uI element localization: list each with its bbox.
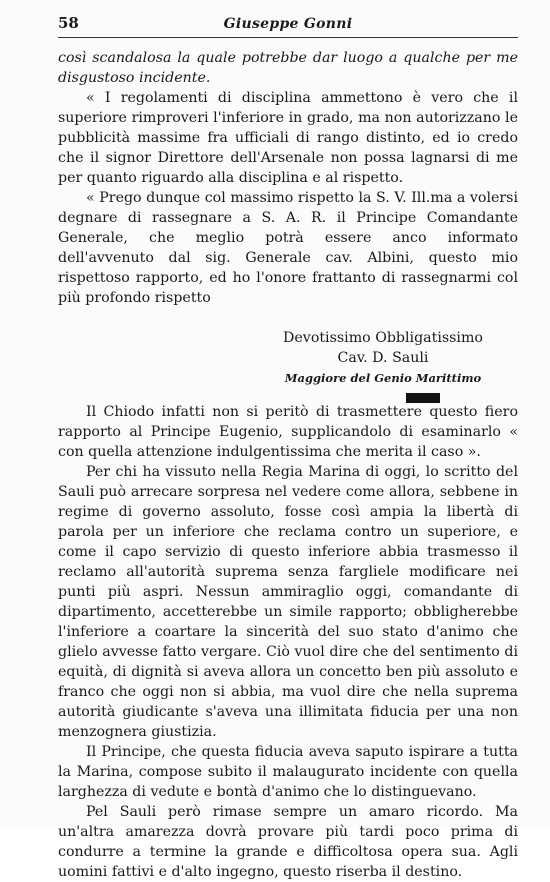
paragraph: Per chi ha vissuto nella Regia Marina di oggi, lo scritto del Sauli può arrecare sorpresa nel vedere come allora, sebbene in regime di governo assoluto, fosse così ampia la libertà di parola per un inferiore che reclama contro un superiore, e come il capo servizio di questo inferiore abbia trasmesso il reclamo all'autorità suprema senza fargliele modificare nei punti più aspri. Nessun ammiraglio oggi, comandante di dipartimento, accetterebbe un simile rapporto; obbligherebbe l'inferiore a coartare la sincerità del suo stato d'animo che glielo avvesse fatto vergare. Ciò vuol dire che del sentimento di equità, di dignità si aveva allora un concetto ben più assoluto e franco che oggi non si abbia, ma vuol dire che nella suprema autorità giudicante s'aveva una illimitata fiducia per una non menzognera giustizia. <box>58 464 518 740</box>
signature-name: Cav. D. Sauli <box>337 350 429 366</box>
paragraph-continuation: così scandalosa la quale potrebbe dar luogo a qualche per me disgustoso incidente. <box>58 50 518 86</box>
paragraph: « I regolamenti di disciplina ammettono è vero che il superiore rimproveri l'inferiore in grado, ma non autorizzano le pubblicità massime fra ufficiali di rango distinto, ed io credo che il signor Direttore dell'Arsenale non possa lagnarsi di me per quanto riguardo alla disciplina e al rispetto. <box>58 90 518 186</box>
signature-closing: Devotissimo Obbligatissimo <box>283 330 483 346</box>
section-gap <box>58 388 518 402</box>
paragraph: Il Chiodo infatti non si peritò di trasmettere questo fiero rapporto al Principe Eugenio, supplicandolo di esaminarlo « con quella attenzione indulgentissima che merita il caso ». <box>58 404 518 460</box>
page-number: 58 <box>58 14 79 32</box>
running-title: Giuseppe Gonni <box>223 16 353 32</box>
paragraph: « Prego dunque col massimo rispetto la S. V. Ill.ma a volersi degnare di rassegnare a S. A. R. il Principe Comandante Generale, che meglio potrà essere anco informato dell'avvenuto dal sig. Generale cav. Albini, questo mio rispettoso rapporto, ed ho l'onore frattanto di rassegnarmi col più profondo rispetto <box>58 190 518 306</box>
signature-block <box>278 328 488 388</box>
paragraph: Il Principe, che questa fiducia aveva saputo ispirare a tutta la Marina, compose subito il malaugurato incidente con quella larghezza di vedute e bontà d'animo che lo distinguevano. <box>58 744 518 800</box>
page-header <box>58 12 518 36</box>
header-rule <box>58 37 518 38</box>
paragraph: Pel Sauli però rimase sempre un amaro ricordo. Ma un'altra amarezza dovrà provare più tardi poco prima di condurre a termine la grande e difficoltosa opera sua. Agli uomini fattivi e d'alto ingegno, questo riserba il destino. <box>58 804 518 880</box>
signature-rank: Maggiore del Genio Marittimo <box>284 371 482 385</box>
page-body <box>58 48 518 882</box>
